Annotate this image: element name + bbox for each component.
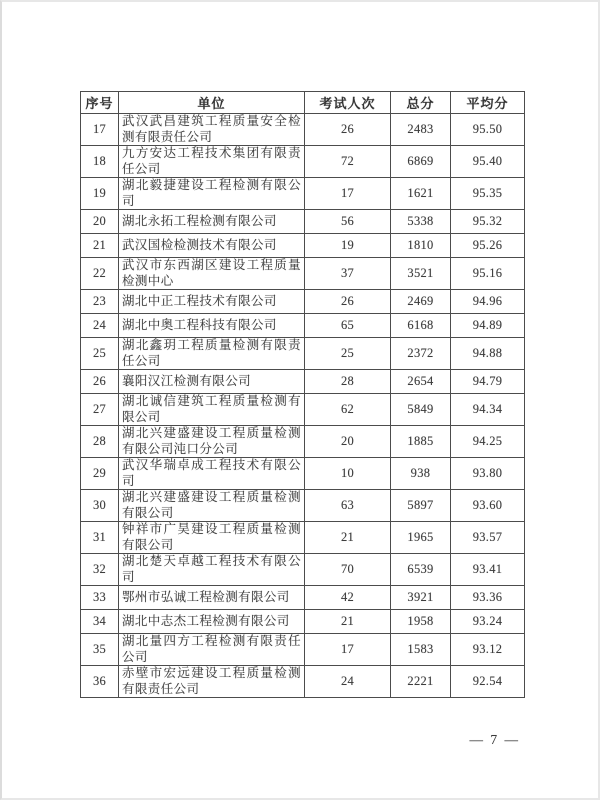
cell-exam-count: 19 bbox=[305, 234, 391, 258]
cell-average-score: 95.32 bbox=[451, 210, 525, 234]
table-body bbox=[81, 114, 525, 698]
cell-serial-number: 17 bbox=[81, 114, 119, 146]
cell-average-score: 94.25 bbox=[451, 426, 525, 458]
table-row bbox=[81, 490, 525, 522]
cell-total-score: 5338 bbox=[391, 210, 451, 234]
cell-serial-number: 20 bbox=[81, 210, 119, 234]
cell-exam-count: 65 bbox=[305, 314, 391, 338]
cell-total-score: 1965 bbox=[391, 522, 451, 554]
cell-unit-name: 武汉国检检测技术有限公司 bbox=[119, 234, 305, 258]
table-row bbox=[81, 634, 525, 666]
table-row bbox=[81, 314, 525, 338]
cell-unit-name: 湖北中志杰工程检测有限公司 bbox=[119, 610, 305, 634]
cell-total-score: 5849 bbox=[391, 394, 451, 426]
cell-unit-name: 湖北量四方工程检测有限责任公司 bbox=[119, 634, 305, 666]
cell-average-score: 94.88 bbox=[451, 338, 525, 370]
cell-serial-number: 36 bbox=[81, 666, 119, 698]
cell-average-score: 94.34 bbox=[451, 394, 525, 426]
cell-exam-count: 17 bbox=[305, 634, 391, 666]
cell-exam-count: 42 bbox=[305, 586, 391, 610]
column-header: 单位 bbox=[119, 92, 305, 114]
cell-serial-number: 32 bbox=[81, 554, 119, 586]
cell-unit-name: 襄阳汉江检测有限公司 bbox=[119, 370, 305, 394]
cell-unit-name: 湖北兴建盛建设工程质量检测有限公司 bbox=[119, 490, 305, 522]
cell-unit-name: 湖北鑫玥工程质量检测有限责任公司 bbox=[119, 338, 305, 370]
cell-exam-count: 26 bbox=[305, 114, 391, 146]
cell-exam-count: 10 bbox=[305, 458, 391, 490]
cell-total-score: 3921 bbox=[391, 586, 451, 610]
cell-average-score: 94.79 bbox=[451, 370, 525, 394]
cell-unit-name: 鄂州市弘诚工程检测有限公司 bbox=[119, 586, 305, 610]
cell-unit-name: 九方安达工程技术集团有限责任公司 bbox=[119, 146, 305, 178]
table-row bbox=[81, 426, 525, 458]
cell-unit-name: 湖北永拓工程检测有限公司 bbox=[119, 210, 305, 234]
page-number: — 7 — bbox=[469, 732, 520, 747]
table-header bbox=[81, 92, 525, 114]
table-row bbox=[81, 290, 525, 314]
cell-total-score: 1621 bbox=[391, 178, 451, 210]
table-row bbox=[81, 210, 525, 234]
cell-unit-name: 湖北诚信建筑工程质量检测有限公司 bbox=[119, 394, 305, 426]
cell-exam-count: 70 bbox=[305, 554, 391, 586]
table-row bbox=[81, 370, 525, 394]
cell-serial-number: 22 bbox=[81, 258, 119, 290]
cell-total-score: 938 bbox=[391, 458, 451, 490]
cell-average-score: 93.41 bbox=[451, 554, 525, 586]
cell-total-score: 6869 bbox=[391, 146, 451, 178]
cell-exam-count: 20 bbox=[305, 426, 391, 458]
table-row bbox=[81, 522, 525, 554]
cell-exam-count: 21 bbox=[305, 610, 391, 634]
cell-serial-number: 25 bbox=[81, 338, 119, 370]
cell-total-score: 2654 bbox=[391, 370, 451, 394]
cell-serial-number: 24 bbox=[81, 314, 119, 338]
cell-serial-number: 28 bbox=[81, 426, 119, 458]
cell-unit-name: 武汉武昌建筑工程质量安全检测有限责任公司 bbox=[119, 114, 305, 146]
cell-total-score: 1810 bbox=[391, 234, 451, 258]
table-row bbox=[81, 554, 525, 586]
cell-serial-number: 27 bbox=[81, 394, 119, 426]
cell-average-score: 95.26 bbox=[451, 234, 525, 258]
cell-serial-number: 26 bbox=[81, 370, 119, 394]
cell-exam-count: 62 bbox=[305, 394, 391, 426]
cell-total-score: 2221 bbox=[391, 666, 451, 698]
cell-exam-count: 56 bbox=[305, 210, 391, 234]
cell-average-score: 94.89 bbox=[451, 314, 525, 338]
cell-exam-count: 72 bbox=[305, 146, 391, 178]
table-row bbox=[81, 114, 525, 146]
cell-average-score: 95.16 bbox=[451, 258, 525, 290]
cell-exam-count: 37 bbox=[305, 258, 391, 290]
table-row bbox=[81, 666, 525, 698]
column-header: 总分 bbox=[391, 92, 451, 114]
cell-average-score: 95.40 bbox=[451, 146, 525, 178]
cell-serial-number: 30 bbox=[81, 490, 119, 522]
table-row bbox=[81, 610, 525, 634]
cell-average-score: 95.35 bbox=[451, 178, 525, 210]
cell-total-score: 2372 bbox=[391, 338, 451, 370]
cell-average-score: 94.96 bbox=[451, 290, 525, 314]
table-row bbox=[81, 146, 525, 178]
table-row bbox=[81, 394, 525, 426]
exam-score-table bbox=[80, 91, 525, 698]
cell-average-score: 95.50 bbox=[451, 114, 525, 146]
cell-unit-name: 钟祥市广昊建设工程质量检测有限公司 bbox=[119, 522, 305, 554]
cell-serial-number: 19 bbox=[81, 178, 119, 210]
cell-exam-count: 26 bbox=[305, 290, 391, 314]
cell-serial-number: 23 bbox=[81, 290, 119, 314]
cell-total-score: 6168 bbox=[391, 314, 451, 338]
table-header-row bbox=[81, 92, 525, 114]
cell-total-score: 3521 bbox=[391, 258, 451, 290]
cell-serial-number: 33 bbox=[81, 586, 119, 610]
cell-total-score: 1885 bbox=[391, 426, 451, 458]
cell-unit-name: 湖北兴建盛建设工程质量检测有限公司沌口分公司 bbox=[119, 426, 305, 458]
cell-average-score: 93.36 bbox=[451, 586, 525, 610]
cell-unit-name: 赤壁市宏远建设工程质量检测有限责任公司 bbox=[119, 666, 305, 698]
cell-serial-number: 21 bbox=[81, 234, 119, 258]
cell-total-score: 5897 bbox=[391, 490, 451, 522]
cell-unit-name: 湖北毅捷建设工程检测有限公司 bbox=[119, 178, 305, 210]
cell-average-score: 93.24 bbox=[451, 610, 525, 634]
cell-exam-count: 24 bbox=[305, 666, 391, 698]
cell-serial-number: 29 bbox=[81, 458, 119, 490]
table-row bbox=[81, 178, 525, 210]
cell-average-score: 92.54 bbox=[451, 666, 525, 698]
cell-exam-count: 28 bbox=[305, 370, 391, 394]
column-header: 平均分 bbox=[451, 92, 525, 114]
cell-unit-name: 武汉华瑞卓成工程技术有限公司 bbox=[119, 458, 305, 490]
cell-unit-name: 湖北楚天卓越工程技术有限公司 bbox=[119, 554, 305, 586]
cell-serial-number: 31 bbox=[81, 522, 119, 554]
cell-unit-name: 湖北中正工程技术有限公司 bbox=[119, 290, 305, 314]
cell-exam-count: 63 bbox=[305, 490, 391, 522]
cell-total-score: 6539 bbox=[391, 554, 451, 586]
cell-unit-name: 湖北中奥工程科技有限公司 bbox=[119, 314, 305, 338]
table-row bbox=[81, 586, 525, 610]
cell-total-score: 2469 bbox=[391, 290, 451, 314]
cell-average-score: 93.60 bbox=[451, 490, 525, 522]
cell-exam-count: 25 bbox=[305, 338, 391, 370]
table-row bbox=[81, 258, 525, 290]
cell-average-score: 93.80 bbox=[451, 458, 525, 490]
column-header: 序号 bbox=[81, 92, 119, 114]
table-row bbox=[81, 338, 525, 370]
cell-average-score: 93.12 bbox=[451, 634, 525, 666]
column-header: 考试人次 bbox=[305, 92, 391, 114]
cell-serial-number: 18 bbox=[81, 146, 119, 178]
cell-unit-name: 武汉市东西湖区建设工程质量检测中心 bbox=[119, 258, 305, 290]
cell-average-score: 93.57 bbox=[451, 522, 525, 554]
cell-exam-count: 17 bbox=[305, 178, 391, 210]
cell-total-score: 2483 bbox=[391, 114, 451, 146]
cell-total-score: 1958 bbox=[391, 610, 451, 634]
cell-exam-count: 21 bbox=[305, 522, 391, 554]
cell-serial-number: 34 bbox=[81, 610, 119, 634]
cell-serial-number: 35 bbox=[81, 634, 119, 666]
cell-total-score: 1583 bbox=[391, 634, 451, 666]
table-row bbox=[81, 458, 525, 490]
table-row bbox=[81, 234, 525, 258]
